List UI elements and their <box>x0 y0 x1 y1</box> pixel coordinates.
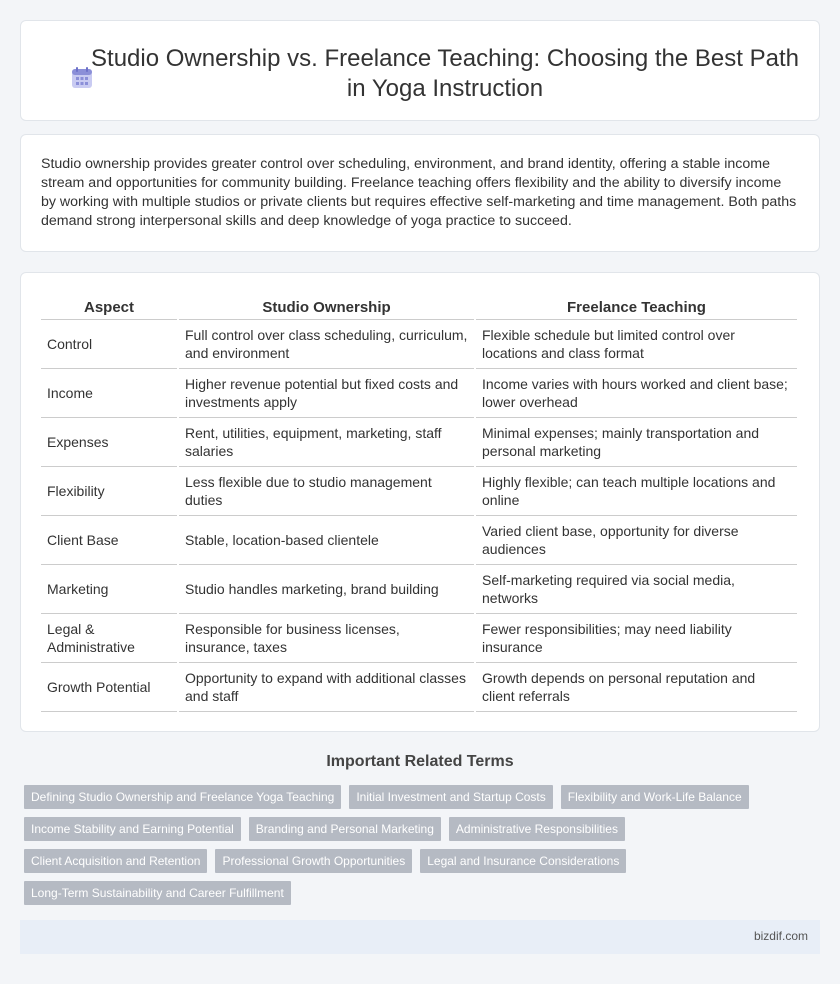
table-row <box>41 467 797 516</box>
comparison-table <box>41 297 797 712</box>
related-term-tag[interactable]: Branding and Personal Marketing <box>249 817 441 841</box>
related-terms-list <box>24 785 784 905</box>
studio-cell: Stable, location-based clientele <box>178 516 475 565</box>
aspect-cell: Client Base <box>41 516 178 565</box>
studio-cell: Opportunity to expand with additional classes and staff <box>178 663 475 712</box>
header-aspect: Aspect <box>41 297 178 320</box>
aspect-cell: Legal & Administrative <box>41 614 178 663</box>
related-term-tag[interactable]: Professional Growth Opportunities <box>215 849 412 873</box>
table-header-row <box>41 297 797 320</box>
freelance-cell: Varied client base, opportunity for diverse audiences <box>475 516 797 565</box>
freelance-cell: Growth depends on personal reputation and client referrals <box>475 663 797 712</box>
comparison-table-card <box>20 272 820 732</box>
studio-cell: Rent, utilities, equipment, marketing, staff salaries <box>178 418 475 467</box>
table-row <box>41 565 797 614</box>
related-term-tag[interactable]: Income Stability and Earning Potential <box>24 817 241 841</box>
freelance-cell: Highly flexible; can teach multiple locations and online <box>475 467 797 516</box>
related-term-tag[interactable]: Long-Term Sustainability and Career Fulfillment <box>24 881 291 905</box>
related-term-tag[interactable]: Defining Studio Ownership and Freelance Yoga Teaching <box>24 785 341 809</box>
related-term-tag[interactable]: Flexibility and Work-Life Balance <box>561 785 749 809</box>
freelance-cell: Self-marketing required via social media, networks <box>475 565 797 614</box>
aspect-cell: Flexibility <box>41 467 178 516</box>
freelance-cell: Minimal expenses; mainly transportation and personal marketing <box>475 418 797 467</box>
studio-cell: Studio handles marketing, brand building <box>178 565 475 614</box>
related-term-tag[interactable]: Administrative Responsibilities <box>449 817 625 841</box>
aspect-cell: Expenses <box>41 418 178 467</box>
freelance-cell: Fewer responsibilities; may need liability insurance <box>475 614 797 663</box>
table-row <box>41 516 797 565</box>
aspect-cell: Control <box>41 320 178 369</box>
related-term-tag[interactable]: Client Acquisition and Retention <box>24 849 207 873</box>
footer <box>20 920 820 954</box>
header-studio-ownership: Studio Ownership <box>178 297 475 320</box>
page-title: Studio Ownership vs. Freelance Teaching: Choosing the Best Path in Yoga Instruction <box>91 45 799 102</box>
table-row <box>41 418 797 467</box>
studio-cell: Less flexible due to studio management duties <box>178 467 475 516</box>
table-row <box>41 369 797 418</box>
studio-cell: Full control over class scheduling, curriculum, and environment <box>178 320 475 369</box>
related-term-tag[interactable]: Initial Investment and Startup Costs <box>349 785 552 809</box>
aspect-cell: Growth Potential <box>41 663 178 712</box>
freelance-cell: Flexible schedule but limited control over locations and class format <box>475 320 797 369</box>
summary-card <box>20 134 820 252</box>
summary-text: Studio ownership provides greater control over scheduling, environment, and brand identity, offering a stable income stream and opportunities for community building. Freelance teaching offers flexibility and the ability to diversify income by working with multiple studios or private clients but requires effective self-marketing and time management. Both paths demand strong interpersonal skills and deep knowledge of yoga practice to succeed. <box>41 156 797 229</box>
table-row <box>41 320 797 369</box>
header-freelance-teaching: Freelance Teaching <box>475 297 797 320</box>
table-row <box>41 614 797 663</box>
related-term-tag[interactable]: Legal and Insurance Considerations <box>420 849 626 873</box>
footer-site-link[interactable]: bizdif.com <box>753 929 808 943</box>
table-row <box>41 663 797 712</box>
studio-cell: Higher revenue potential but fixed costs and investments apply <box>178 369 475 418</box>
aspect-cell: Marketing <box>41 565 178 614</box>
studio-cell: Responsible for business licenses, insurance, taxes <box>178 614 475 663</box>
aspect-cell: Income <box>41 369 178 418</box>
related-terms-title: Important Related Terms <box>326 753 514 770</box>
title-card <box>20 20 820 121</box>
freelance-cell: Income varies with hours worked and client base; lower overhead <box>475 369 797 418</box>
